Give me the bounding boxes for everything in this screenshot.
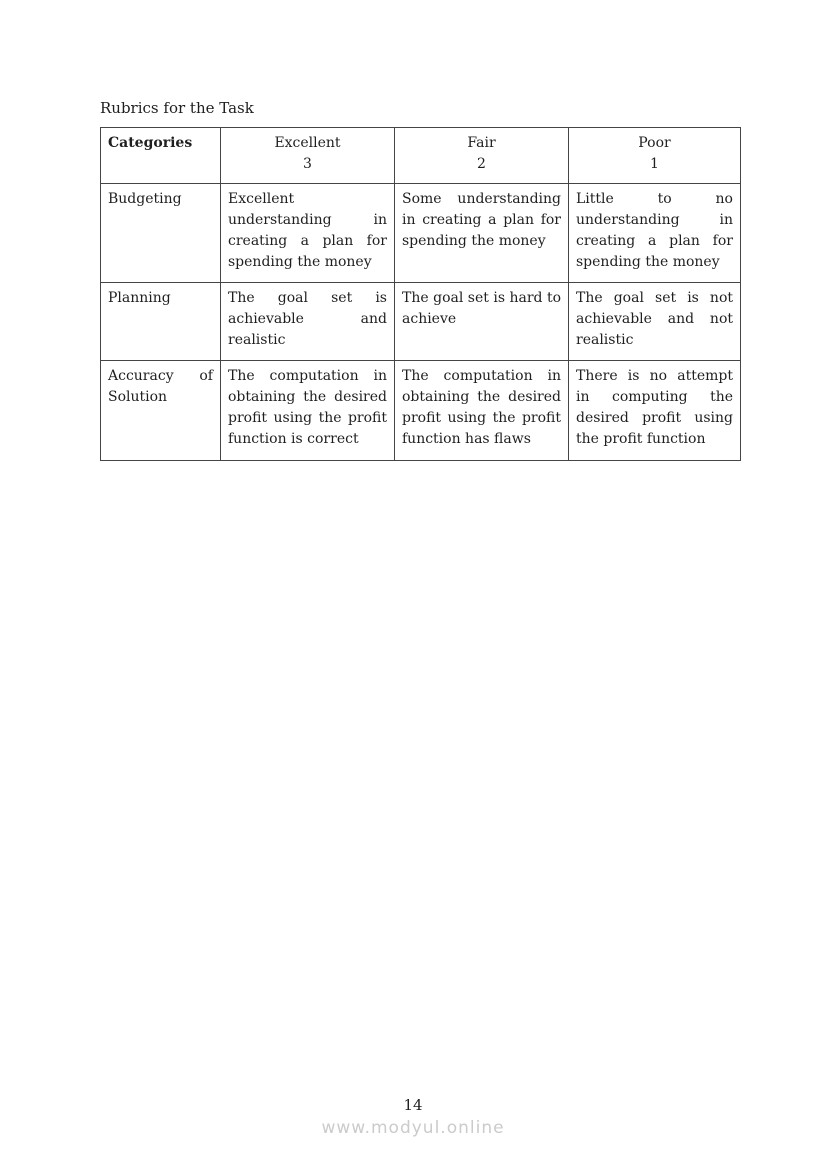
cell-accuracy-fair: The computation in obtaining the desired profit using the profit function has flaws: [395, 361, 569, 461]
table-header-row: [101, 128, 741, 184]
header-fair-score: 2: [477, 156, 486, 172]
cell-planning-poor: The goal set is not achievable and not realistic: [569, 283, 741, 361]
header-poor-score: 1: [650, 156, 659, 172]
header-fair: [395, 128, 569, 184]
table-row-planning: [101, 283, 741, 361]
cell-accuracy-poor: There is no attempt in computing the desired profit using the profit function: [569, 361, 741, 461]
header-poor: [569, 128, 741, 184]
page-title: Rubrics for the Task: [100, 99, 254, 117]
header-excellent-score: 3: [303, 156, 312, 172]
page-number: 14: [403, 1096, 423, 1114]
header-excellent: [221, 128, 395, 184]
watermark: www.modyul.online: [321, 1118, 505, 1138]
row-category: Budgeting: [101, 184, 221, 283]
cell-budgeting-fair: Some understanding in creating a plan for spending the money: [395, 184, 569, 283]
cell-budgeting-excellent: Excellent understanding in creating a plan for spending the money: [221, 184, 395, 283]
table-row-accuracy: [101, 361, 741, 461]
header-poor-label: Poor: [638, 135, 671, 151]
header-excellent-label: Excellent: [274, 135, 341, 151]
header-fair-label: Fair: [467, 135, 496, 151]
row-category: Accuracy of Solution: [101, 361, 221, 461]
cell-planning-excellent: The goal set is achievable and realistic: [221, 283, 395, 361]
row-category: Planning: [101, 283, 221, 361]
table-row-budgeting: [101, 184, 741, 283]
cell-planning-fair: The goal set is hard to achieve: [395, 283, 569, 361]
cell-accuracy-excellent: The computation in obtaining the desired profit using the profit function is correct: [221, 361, 395, 461]
rubrics-table: [100, 127, 741, 461]
cell-budgeting-poor: Little to no understanding in creating a plan for spending the money: [569, 184, 741, 283]
header-categories: Categories: [101, 128, 221, 184]
